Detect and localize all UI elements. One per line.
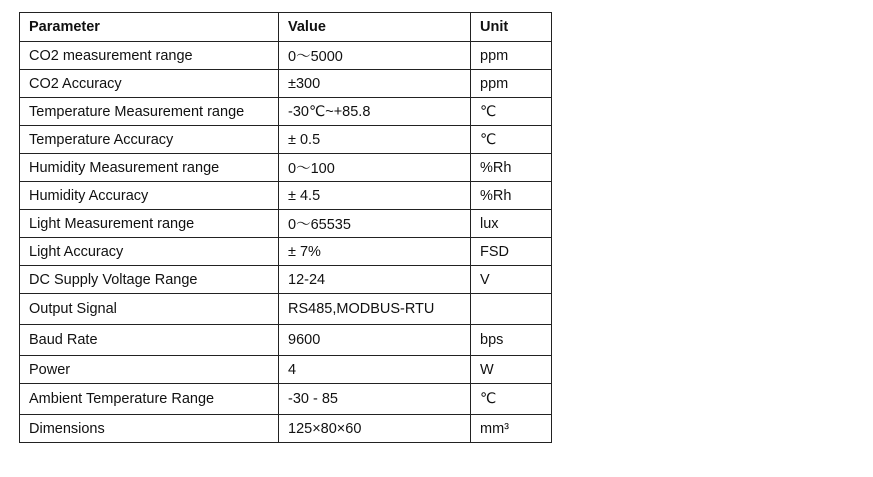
parameter-cell: DC Supply Voltage Range [20, 266, 279, 294]
table-row [20, 415, 552, 443]
unit-cell: W [471, 356, 552, 384]
header-parameter: Parameter [20, 13, 279, 42]
parameter-cell: Humidity Accuracy [20, 182, 279, 210]
parameter-cell: Light Accuracy [20, 238, 279, 266]
parameter-cell: Temperature Measurement range [20, 98, 279, 126]
unit-cell: ℃ [471, 384, 552, 415]
spec-table [19, 12, 552, 443]
parameter-cell: Ambient Temperature Range [20, 384, 279, 415]
parameter-cell: Light Measurement range [20, 210, 279, 238]
table-row [20, 356, 552, 384]
unit-cell: %Rh [471, 182, 552, 210]
unit-cell: lux [471, 210, 552, 238]
parameter-cell: Baud Rate [20, 325, 279, 356]
value-cell: -30 - 85 [279, 384, 471, 415]
table-row [20, 384, 552, 415]
value-cell: 125×80×60 [279, 415, 471, 443]
table-row [20, 182, 552, 210]
value-cell: 12-24 [279, 266, 471, 294]
header-row [20, 13, 552, 42]
value-cell: -30℃~+85.8 [279, 98, 471, 126]
header-value: Value [279, 13, 471, 42]
value-cell: 0～65535 [279, 210, 471, 238]
table-row [20, 70, 552, 98]
unit-cell [471, 294, 552, 325]
unit-cell: ppm [471, 70, 552, 98]
table-row [20, 325, 552, 356]
parameter-cell: Humidity Measurement range [20, 154, 279, 182]
table-row [20, 266, 552, 294]
unit-cell: ℃ [471, 126, 552, 154]
value-cell: ± 7% [279, 238, 471, 266]
parameter-cell: Dimensions [20, 415, 279, 443]
parameter-cell: Power [20, 356, 279, 384]
unit-cell: bps [471, 325, 552, 356]
header-unit: Unit [471, 13, 552, 42]
value-cell: ± 0.5 [279, 126, 471, 154]
unit-cell: mm³ [471, 415, 552, 443]
parameter-cell: CO2 Accuracy [20, 70, 279, 98]
table-row [20, 42, 552, 70]
parameter-cell: CO2 measurement range [20, 42, 279, 70]
unit-cell: ppm [471, 42, 552, 70]
parameter-cell: Temperature Accuracy [20, 126, 279, 154]
value-cell: ± 4.5 [279, 182, 471, 210]
value-cell: ±300 [279, 70, 471, 98]
value-cell: RS485,MODBUS-RTU [279, 294, 471, 325]
value-cell: 0～100 [279, 154, 471, 182]
value-cell: 4 [279, 356, 471, 384]
unit-cell: FSD [471, 238, 552, 266]
table-row [20, 210, 552, 238]
table-row [20, 98, 552, 126]
value-cell: 9600 [279, 325, 471, 356]
unit-cell: %Rh [471, 154, 552, 182]
table-row [20, 154, 552, 182]
parameter-cell: Output Signal [20, 294, 279, 325]
table-row [20, 126, 552, 154]
value-cell: 0～5000 [279, 42, 471, 70]
unit-cell: V [471, 266, 552, 294]
unit-cell: ℃ [471, 98, 552, 126]
table-row [20, 238, 552, 266]
table-row [20, 294, 552, 325]
